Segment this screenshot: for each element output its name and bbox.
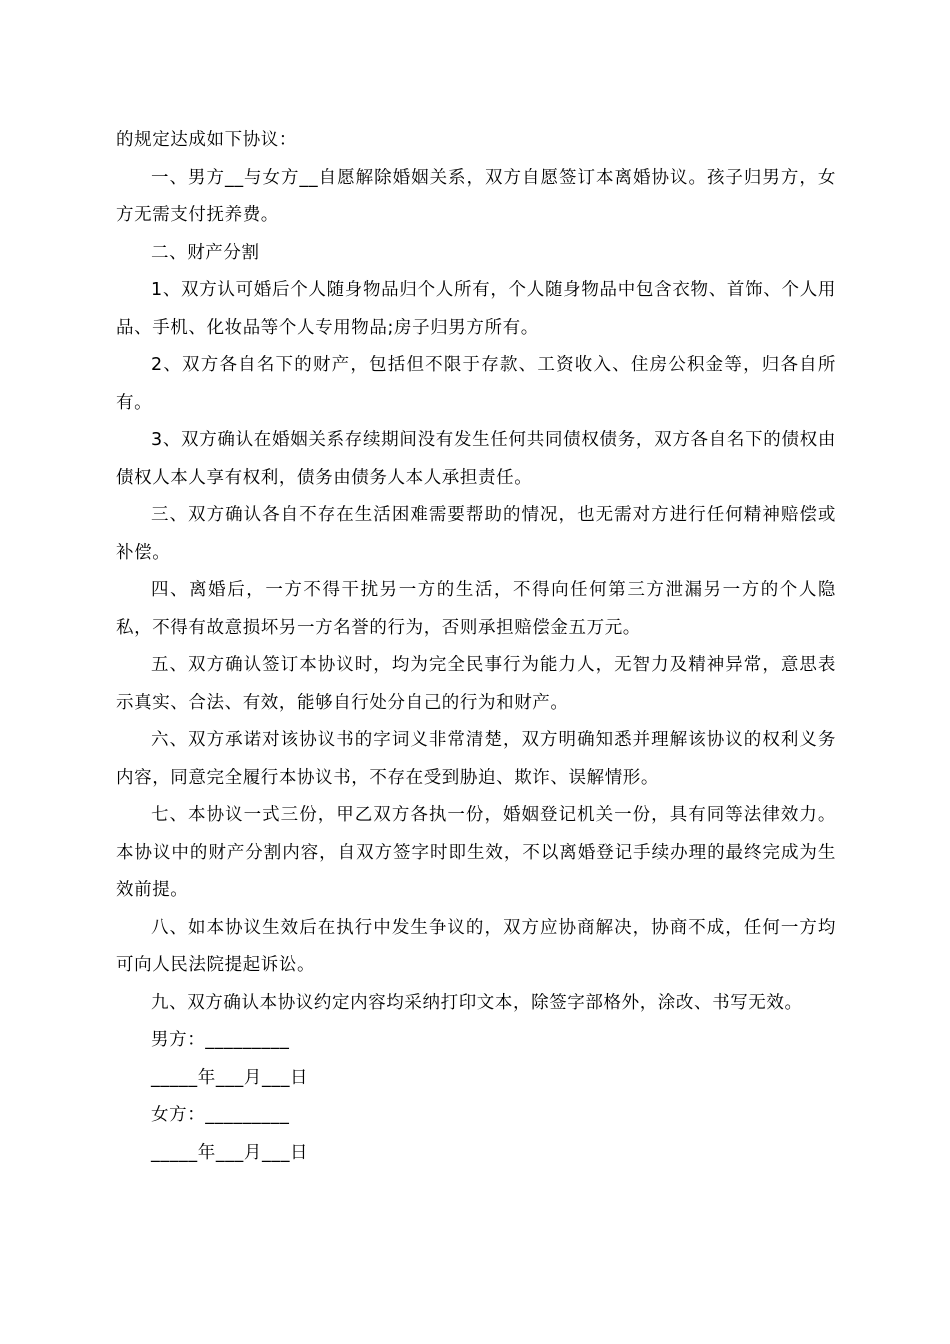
male-signature-line: 男方：_________ — [151, 1030, 290, 1050]
paragraph-property-3: 3、双方确认在婚姻关系存续期间没有发生任何共同债权债务，双方各自名下的债权由债权人本人享有权利，债务由债务人本人承担责任。 — [116, 430, 836, 488]
paragraph-clause-9: 九、双方确认本协议约定内容均采纳打印文本，除签字部格外，涂改、书写无效。 — [151, 992, 803, 1013]
paragraph-clause-5: 五、双方确认签订本协议时，均为完全民事行为能力人，无智力及精神异常，意思表示真实、合法、有效，能够自行处分自己的行为和财产。 — [116, 655, 836, 713]
paragraph-intro: 的规定达成如下协议： — [116, 130, 297, 150]
paragraph-clause-3: 三、双方确认各自不存在生活困难需要帮助的情况，也无需对方进行任何精神赔偿或补偿。 — [116, 505, 836, 563]
paragraph-property-2: 2、双方各自名下的财产，包括但不限于存款、工资收入、住房公积金等，归各自所有。 — [116, 355, 836, 413]
paragraph-clause-2-heading: 二、财产分割 — [151, 242, 260, 263]
male-date-line: _____年___月___日 — [151, 1067, 309, 1088]
paragraph-clause-8: 八、如本协议生效后在执行中发生争议的，双方应协商解决，协商不成，任何一方均可向人民法院提起诉讼。 — [116, 917, 836, 975]
paragraph-clause-6: 六、双方承诺对该协议书的字词义非常清楚，双方明确知悉并理解该协议的权利义务内容，同意完全履行本协议书，不存在受到胁迫、欺诈、误解情形。 — [116, 730, 836, 788]
paragraph-property-1: 1、双方认可婚后个人随身物品归个人所有，个人随身物品中包含衣物、首饰、个人用品、手机、化妆品等个人专用物品;房子归男方所有。 — [116, 280, 836, 338]
female-signature-line: 女方：_________ — [151, 1105, 290, 1125]
signature-block — [116, 1022, 836, 1172]
paragraph-clause-4: 四、离婚后，一方不得干扰另一方的生活，不得向任何第三方泄漏另一方的个人隐私，不得有故意损坏另一方名誉的行为，否则承担赔偿金五万元。 — [116, 580, 836, 638]
agreement-body — [116, 122, 836, 1172]
female-date-line: _____年___月___日 — [151, 1142, 309, 1163]
paragraph-clause-1: 一、男方__与女方__自愿解除婚姻关系，双方自愿签订本离婚协议。孩子归男方，女方无需支付抚养费。 — [116, 167, 836, 225]
paragraph-clause-7: 七、本协议一式三份，甲乙双方各执一份，婚姻登记机关一份，具有同等法律效力。本协议中的财产分割内容，自双方签字时即生效，不以离婚登记手续办理的最终完成为生效前提。 — [116, 805, 836, 900]
